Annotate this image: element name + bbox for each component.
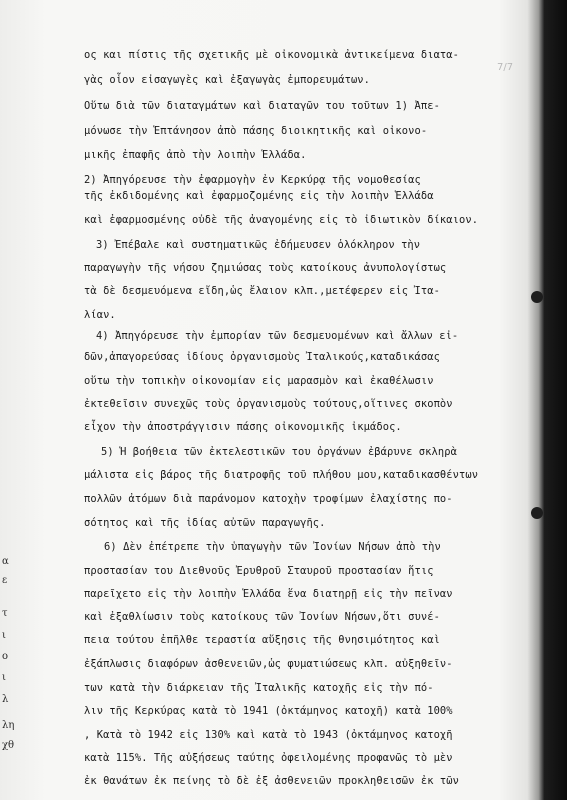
text-line: λίαν. [84, 309, 116, 321]
text-line: παραγωγὴν τῆς νήσου ζημιώσας τοὺς κατοίκους ἀνυπολογίστως [84, 262, 447, 274]
text-line: 5) Ἡ βοήθεια τῶν ἐκτελεστικῶν του ὀργάνων ἐβάρυνε σκληρὰ [101, 446, 457, 458]
text-line: τῆς ἐκδιδομένης καὶ ἐφαρμοζομένης εἰς τὴν λοιπὴν Ἑλλάδα [84, 190, 434, 202]
text-line: οὕτω τὴν τοπικὴν οἰκονομίαν εἰς μαρασμὸν καὶ ἐκαθέλωσιν [84, 375, 434, 387]
text-line: ἐκτεθεῖσιν συνεχῶς τοὺς ὀργανισμοὺς τούτους,οἵτινες σκοπὸν [84, 398, 453, 410]
text-line: κατὰ 115%. Τῆς αὐξήσεως ταύτης ὀφειλομένης προφανῶς τὸ μὲν [84, 752, 453, 764]
punch-hole [531, 291, 543, 303]
text-line: 4) Ἀπηγόρευσε τὴν ἐμπορίαν τῶν δεσμευομένων καὶ ἄλλων εἰ- [96, 330, 459, 342]
margin-mark: ι [2, 672, 6, 683]
margin-mark: ε [2, 575, 8, 586]
text-line: 6) Δὲν ἐπέτρεπε τὴν ὑπαγωγὴν τῶν Ἰονίων Νήσων ἀπὸ τὴν [104, 541, 441, 553]
text-line: εἶχον τὴν ἀποστράγγισιν πάσης οἰκονομικῆς ἰκμάδος. [84, 421, 402, 433]
text-line: παρεῖχετο εἰς τὴν λοιπὴν Ἑλλάδα ἕνα διατηρῇ εἰς τὴν πεῖναν [84, 588, 453, 600]
text-line: ἐξάπλωσις διαφόρων ἀσθενειῶν,ὡς φυματιώσεως κλπ. αὐξηθεῖν- [84, 658, 453, 670]
text-line: μόνωσε τὴν Ἑπτάνησον ἀπὸ πάσης διοικητικῆς καὶ οἰκονο- [84, 125, 428, 137]
text-line: , Κατὰ τὸ 1942 εἰς 130% καὶ κατὰ τὸ 1943 (ὀκτάμηνος κατοχῆ [84, 729, 453, 741]
text-line: Οὕτω διὰ τῶν διαταγμάτων καὶ διαταγῶν του τοῦτων 1) Ἀπε- [84, 100, 440, 112]
text-line: σότητος καὶ τῆς ἰδίας αὐτῶν παραγωγῆς. [84, 517, 326, 529]
text-line: γὰς οἷον εἰσαγωγὲς καὶ ἐξαγωγὰς ἐμπορευμάτων. [84, 74, 371, 86]
text-line: δῶν,ἀπαγορεύσας ἰδίους ὀργανισμοὺς Ἰταλικούς,καταδικάσας [84, 351, 440, 363]
text-line: καὶ ἐξαθλίωσιν τοὺς κατοίκους τῶν Ἰονίων Νήσων,ὅτι συνέ- [84, 611, 440, 623]
text-line: 2) Ἀπηγόρευσε τὴν ἐφαρμογὴν ἐν Κερκύρᾳ τῆς νομοθεσίας [84, 174, 421, 186]
text-line: καὶ ἐφαρμοσμένης οὐδὲ τῆς ἀναγομένης εἰς τὸ ἰδιωτικὸν δίκαιον. [84, 214, 479, 226]
margin-mark: λη [2, 720, 15, 731]
text-line: λιν τῆς Κερκύρας κατὰ τὸ 1941 (ὀκτάμηνος κατοχῆ) κατὰ 100% [84, 705, 453, 717]
margin-mark: ο [2, 651, 9, 662]
text-line: τὰ δὲ δεσμευόμενα εἴδη,ὡς ἔλαιον κλπ.,μετέφερεν εἰς Ἰτα- [84, 285, 440, 297]
text-line: πολλῶν ἀτόμων διὰ παράνομον κατοχὴν τροφίμων ἐλαχίστης πο- [84, 493, 453, 505]
margin-mark: τ [2, 608, 8, 619]
text-line: μάλιστα εἰς βάρος τῆς διατροφῆς τοῦ πλήθου μου,καταδικασθέντων [84, 469, 479, 481]
corner-mark: 7/7 [497, 62, 514, 73]
text-line: ἐκ θανάτων ἐκ πείνης τὸ δὲ ἐξ ἀσθενειῶν προκληθεισῶν ἐκ τῶν [84, 775, 459, 787]
text-line: πεια τούτου ἐπῆλθε τεραστία αὔξησις τῆς θνησιμότητος καὶ [84, 634, 440, 646]
margin-mark: α [2, 556, 9, 567]
text-line: μικῆς ἐπαφῆς ἀπὸ τὴν λοιπὴν Ἑλλάδα. [84, 149, 307, 161]
text-line: προστασίαν του Διεθνοῦς Ἐρυθροῦ Σταυροῦ προστασίαν ἥτις [84, 565, 434, 577]
text-line: ος και πίστις τῆς σχετικῆς μὲ οἰκονομικὰ ἀντικείμενα διατα- [84, 49, 459, 61]
punch-hole [531, 507, 543, 519]
text-line: 3) Ἐπέβαλε καὶ συστηματικῶς ἐδήμευσεν ὁλόκληρον τὴν [96, 239, 421, 251]
margin-mark: ι [2, 630, 6, 641]
text-line: των κατὰ τὴν διάρκειαν τῆς Ἰταλικῆς κατοχῆς εἰς τὴν πό- [84, 682, 434, 694]
margin-mark: χθ [2, 740, 15, 751]
margin-mark: λ [2, 694, 9, 705]
